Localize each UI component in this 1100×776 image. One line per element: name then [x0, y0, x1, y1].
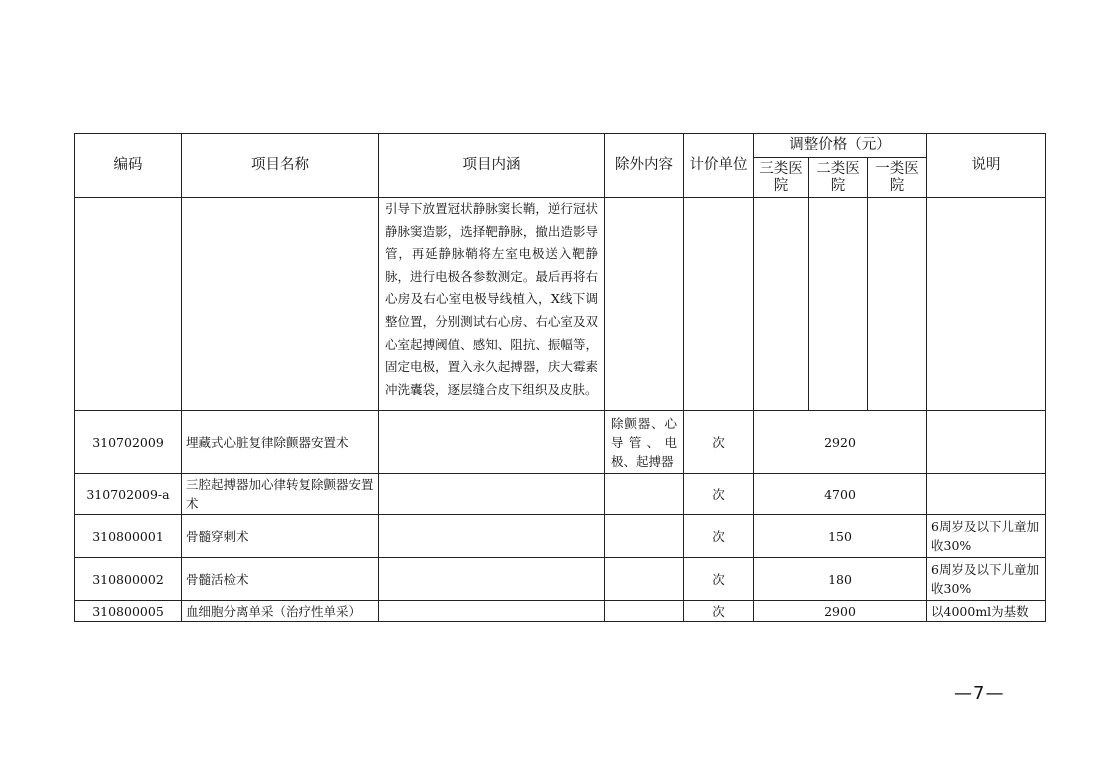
- cell-name: 骨髓活检术: [182, 558, 379, 601]
- cell-code: [75, 198, 182, 411]
- header-price-group: 调整价格（元）: [754, 134, 927, 158]
- cell-price: 180: [754, 558, 927, 601]
- table-row: [75, 601, 1046, 622]
- header-name: 项目名称: [182, 134, 379, 198]
- fee-table: [74, 133, 1046, 622]
- cell-unit: 次: [684, 558, 754, 601]
- cell-exclusions: [605, 474, 684, 515]
- cell-name: 血细胞分离单采（治疗性单采）: [182, 601, 379, 622]
- header-exclusions: 除外内容: [605, 134, 684, 198]
- cell-exclusions: [605, 198, 684, 411]
- cell-connotation: [379, 515, 605, 558]
- header-connotation: 项目内涵: [379, 134, 605, 198]
- cell-price: 4700: [754, 474, 927, 515]
- cell-code: 310800005: [75, 601, 182, 622]
- cell-name: 骨髓穿刺术: [182, 515, 379, 558]
- cell-connotation: [379, 411, 605, 474]
- cell-exclusions: [605, 558, 684, 601]
- cell-note: [927, 411, 1046, 474]
- cell-note: [927, 198, 1046, 411]
- cell-code: 310800002: [75, 558, 182, 601]
- cell-class2-price: [809, 198, 868, 411]
- cell-note: 6周岁及以下儿童加收30%: [927, 515, 1046, 558]
- cell-unit: 次: [684, 411, 754, 474]
- header-code: 编码: [75, 134, 182, 198]
- cell-exclusions: [605, 601, 684, 622]
- cell-name: 三腔起搏器加心律转复除颤器安置术: [182, 474, 379, 515]
- header-row-1: [75, 134, 1046, 158]
- header-class2: 二类医院: [809, 158, 868, 198]
- header-class3: 三类医院: [754, 158, 809, 198]
- cell-unit: [684, 198, 754, 411]
- cell-connotation: [379, 474, 605, 515]
- page-number: —7—: [954, 683, 1005, 704]
- cell-unit: 次: [684, 474, 754, 515]
- cell-code: 310702009-a: [75, 474, 182, 515]
- table-row: [75, 558, 1046, 601]
- cell-connotation: 引导下放置冠状静脉窦长鞘，逆行冠状静脉窦造影，选择靶静脉，撤出造影导管，再延静脉鞘将左室电极送入靶静脉，进行电极各参数测定。最后再将右心房及右心室电极导线植入，X线下调整位置，分别测试右心房、右心室及双心室起搏阈值、感知、阻抗、振幅等，固定电极，置入永久起搏器，庆大霉素冲洗囊袋，逐层缝合皮下组织及皮肤。: [379, 198, 605, 411]
- cell-price: 2920: [754, 411, 927, 474]
- cell-connotation: [379, 601, 605, 622]
- cell-exclusions: 除颤器、心导管、电极、起搏器: [605, 411, 684, 474]
- table-row: [75, 515, 1046, 558]
- cell-note: 6周岁及以下儿童加收30%: [927, 558, 1046, 601]
- cell-note: [927, 474, 1046, 515]
- cell-price: 2900: [754, 601, 927, 622]
- cell-name: [182, 198, 379, 411]
- cell-code: 310800001: [75, 515, 182, 558]
- cell-exclusions: [605, 515, 684, 558]
- header-note: 说明: [927, 134, 1046, 198]
- header-unit: 计价单位: [684, 134, 754, 198]
- cell-note: 以4000ml为基数: [927, 601, 1046, 622]
- cell-price: 150: [754, 515, 927, 558]
- cell-class1-price: [868, 198, 927, 411]
- cell-unit: 次: [684, 601, 754, 622]
- cell-name: 埋藏式心脏复律除颤器安置术: [182, 411, 379, 474]
- cell-connotation: [379, 558, 605, 601]
- cell-class3-price: [754, 198, 809, 411]
- table-row: [75, 198, 1046, 411]
- table-row: [75, 411, 1046, 474]
- cell-code: 310702009: [75, 411, 182, 474]
- cell-unit: 次: [684, 515, 754, 558]
- table-row: [75, 474, 1046, 515]
- header-class1: 一类医院: [868, 158, 927, 198]
